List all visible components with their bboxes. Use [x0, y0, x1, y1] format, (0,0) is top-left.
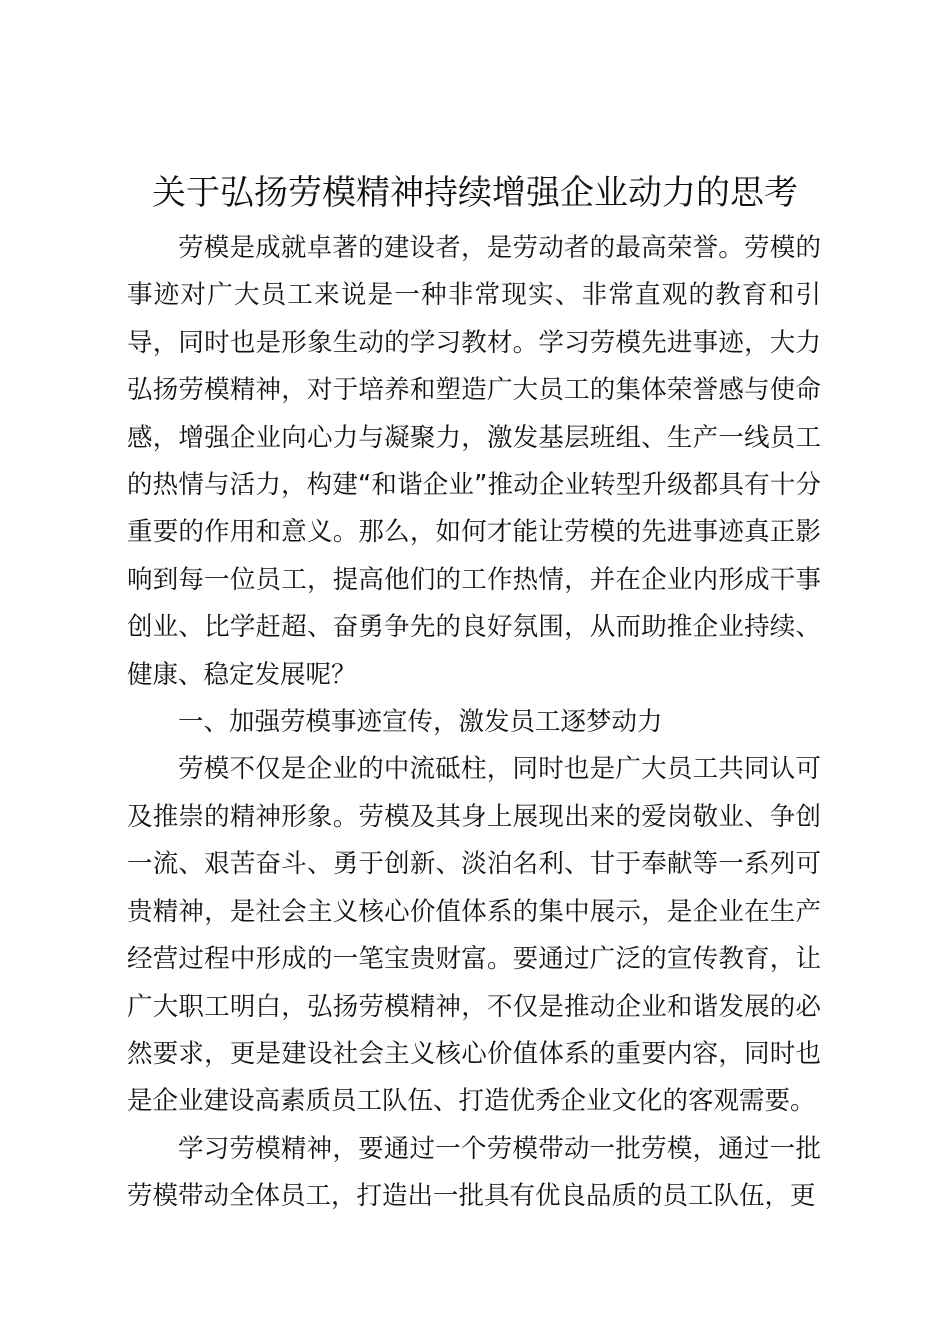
section-1-paragraph-1: 劳模不仅是企业的中流砥柱，同时也是广大员工共同认可及推崇的精神形象。劳模及其身上展现出来的爱岗敬业、争创一流、艰苦奋斗、勇于创新、淡泊名利、甘于奉献等一系列可贵精神，是社会主义核心价值体系的集中展示，是企业在生产经营过程中形成的一笔宝贵财富。要通过广泛的宣传教育，让广大职工明白，弘扬劳模精神，不仅是推动企业和谐发展的必然要求，更是建设社会主义核心价值体系的重要内容，同时也是企业建设高素质员工队伍、打造优秀企业文化的客观需要。	[127, 754, 821, 1117]
document-body	[127, 225, 821, 1221]
intro-paragraph: 劳模是成就卓著的建设者，是劳动者的最高荣誉。劳模的事迹对广大员工来说是一种非常现实、非常直观的教育和引导，同时也是形象生动的学习教材。学习劳模先进事迹，大力弘扬劳模精神，对于培养和塑造广大员工的集体荣誉感与使命感，增强企业向心力与凝聚力，激发基层班组、生产一线员工的热情与活力，构建“和谐企业”推动企业转型升级都具有十分重要的作用和意义。那么，如何才能让劳模的先进事迹真正影响到每一位员工，提高他们的工作热情，并在企业内形成干事创业、比学赶超、奋勇争先的良好氛围，从而助推企业持续、健康、稳定发展呢？	[127, 233, 821, 690]
section-heading-1: 一、加强劳模事迹宣传，激发员工逐梦动力	[178, 707, 663, 738]
document-title: 关于弘扬劳模精神持续增强企业动力的思考	[152, 173, 798, 213]
section-1-paragraph-2: 学习劳模精神，要通过一个劳模带动一批劳模，通过一批劳模带动全体员工，打造出一批具有优良品质的员工队伍，更	[127, 1133, 821, 1212]
